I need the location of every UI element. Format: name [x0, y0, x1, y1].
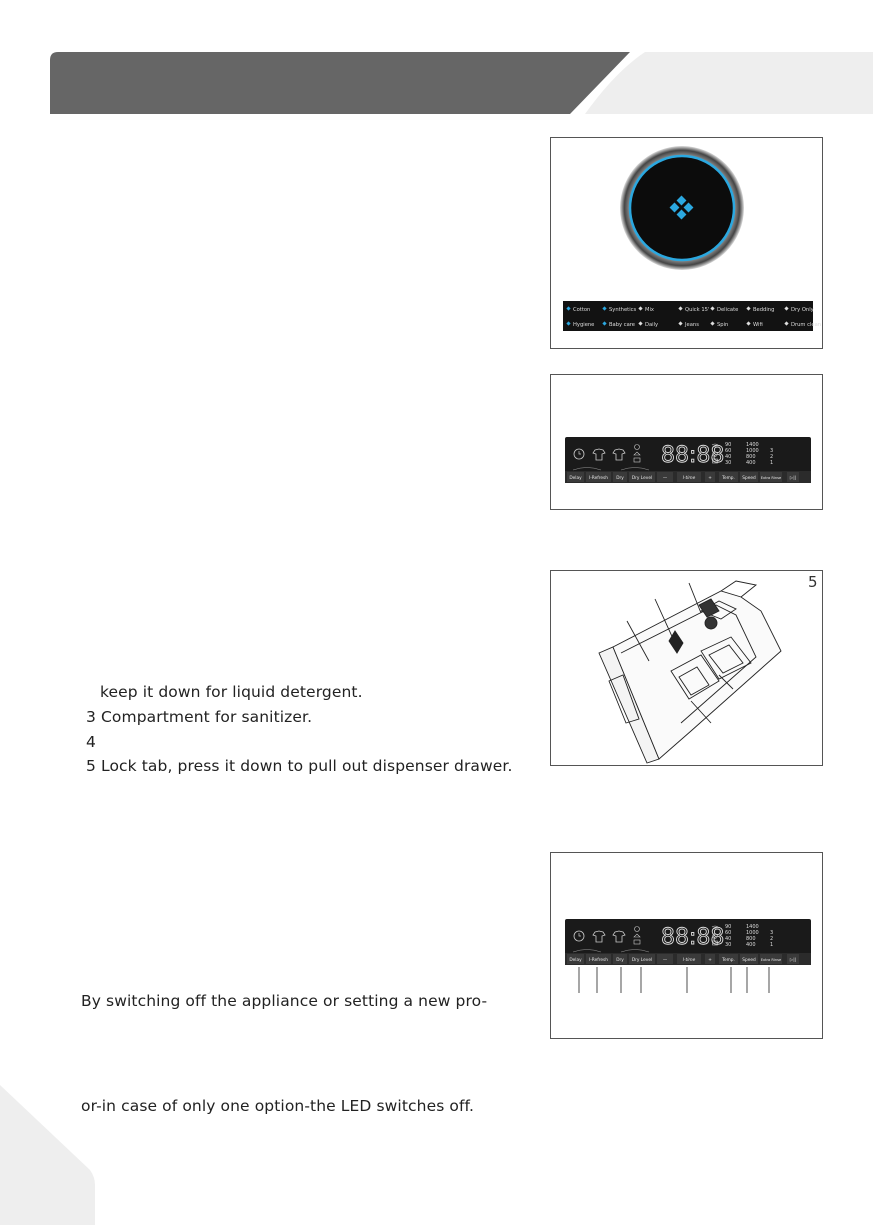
panel-button-label: —: [662, 958, 668, 963]
text-item-4: 4: [86, 733, 96, 751]
temp-value: 40: [725, 454, 732, 460]
level-value: 3: [770, 930, 774, 936]
panel-button-label: Extra Rinse: [760, 476, 782, 480]
header-banner-light: [585, 52, 873, 114]
panel-button-label: —: [662, 476, 668, 481]
speed-value: 1000: [746, 930, 759, 936]
speed-value: 1400: [746, 924, 759, 930]
panel-button-label: I-Refresh: [588, 958, 609, 963]
program-row1-label: Quick 15': [685, 307, 710, 313]
program-row2-label: Baby care: [609, 322, 635, 328]
panel-button-label: +: [708, 476, 712, 481]
program-row2-label: Hygiene: [573, 322, 595, 328]
program-row2-label: Jeans: [685, 322, 699, 328]
program-row2-label: Wifi: [753, 322, 763, 328]
knob-illustration: [551, 138, 822, 348]
level-value: 2: [770, 454, 774, 460]
speed-value: 400: [746, 460, 756, 466]
panel-button-label: Speed: [742, 958, 756, 963]
control-panel-illustration: [551, 375, 822, 509]
temp-value: 60: [725, 930, 732, 936]
program-row2-label: Daily: [645, 322, 659, 328]
header-banner: [50, 52, 630, 114]
speed-value: 1400: [746, 442, 759, 448]
knob-face: [630, 156, 734, 260]
temp-value: 40: [725, 936, 732, 942]
text-lock-tab: 5 Lock tab, press it down to pull out dispenser drawer.: [86, 757, 513, 775]
level-value: 1: [770, 460, 774, 466]
level-value: 3: [770, 448, 774, 454]
temp-value: 30: [725, 460, 732, 466]
speed-value: 800: [746, 454, 756, 460]
panel-button-label: Temp.: [722, 958, 735, 963]
panel-button-label: ▷||: [789, 476, 797, 481]
display-digits: 88:88: [661, 925, 725, 950]
level-value: 2: [770, 936, 774, 942]
panel-button-label: Dry Level: [631, 476, 653, 481]
panel-button-label: Dry: [616, 958, 624, 963]
figure-control-panel-callouts: [550, 852, 823, 1039]
temp-value: 90: [725, 442, 732, 448]
panel-button-label: Dry Level: [631, 958, 653, 963]
text-liquid-detergent: keep it down for liquid detergent.: [100, 683, 363, 701]
program-row1-label: Synthetics: [609, 307, 637, 313]
figure-program-knob: [550, 137, 823, 349]
panel-button-label: +: [708, 958, 712, 963]
program-row1-label: Mix: [645, 307, 654, 313]
program-row1-label: Bedding: [753, 307, 775, 313]
temp-value: 30: [725, 942, 732, 948]
panel-button-label: I-time: [682, 476, 696, 481]
program-row1-label: Dry Only: [791, 307, 814, 313]
control-panel-callout-illustration: [551, 853, 822, 1038]
panel-button-label: ▷||: [789, 958, 797, 963]
panel-button-label: I-Refresh: [588, 476, 609, 481]
text-switching-off: By switching off the appliance or setting a new pro-: [81, 992, 488, 1010]
panel-button-label: Speed: [742, 476, 756, 481]
text-sanitizer-compartment: 3 Compartment for sanitizer.: [86, 708, 313, 726]
speed-value: 1000: [746, 448, 759, 454]
panel-button-label: Delay: [569, 958, 582, 963]
figure-control-panel: [550, 374, 823, 510]
panel-button-label: Delay: [569, 476, 582, 481]
text-led-switches-off: or-in case of only one option-the LED switches off.: [81, 1097, 475, 1115]
figure-callout-5: 5: [808, 573, 818, 591]
program-row2-label: Spin: [717, 322, 729, 328]
dispenser-drawer-illustration: [551, 571, 822, 765]
panel-button-label: Dry: [616, 476, 624, 481]
corner-decoration: [0, 1085, 95, 1225]
speed-value: 400: [746, 942, 756, 948]
program-row1-label: Cotton: [573, 307, 591, 313]
panel-button-label: I-time: [682, 958, 696, 963]
temp-value: 90: [725, 924, 732, 930]
program-row1-label: Delicate: [717, 307, 739, 313]
display-digits: 88:88: [661, 443, 725, 468]
level-value: 1: [770, 942, 774, 948]
panel-button-label: Extra Rinse: [760, 958, 782, 962]
program-row2-label: Drum clean: [791, 322, 822, 328]
speed-value: 800: [746, 936, 756, 942]
figure-dispenser-drawer: [550, 570, 823, 766]
panel-button-label: Temp.: [722, 476, 735, 481]
temp-value: 60: [725, 448, 732, 454]
